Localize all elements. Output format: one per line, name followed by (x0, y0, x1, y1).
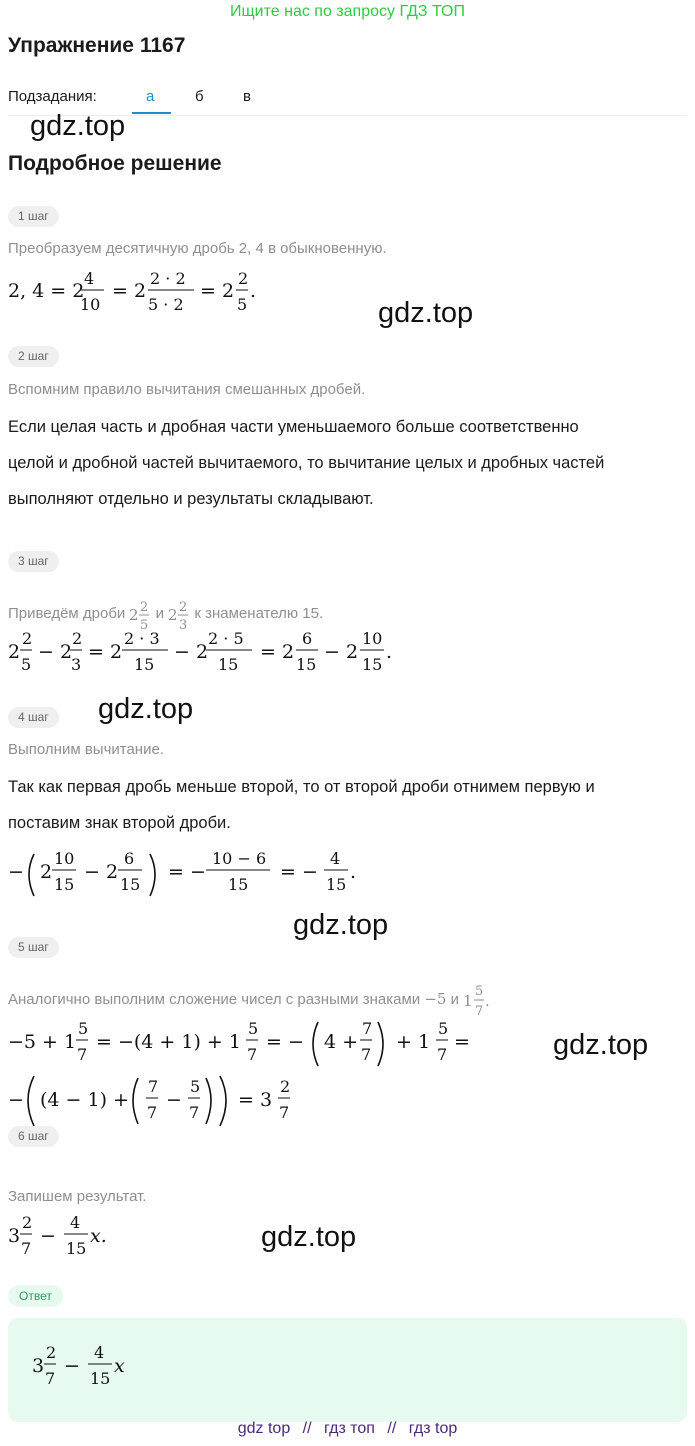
svg-text:= −: = − (266, 1031, 304, 1053)
svg-text:5: 5 (475, 984, 484, 999)
svg-text:− 2: − 2 (38, 641, 73, 663)
answer-badge: Ответ (8, 1285, 63, 1307)
svg-text:−: − (8, 861, 24, 883)
answer-box (8, 1318, 687, 1422)
step-badge: 1 шаг (8, 206, 59, 227)
watermark: gdz.top (378, 297, 474, 329)
formula-step-6 (8, 1210, 148, 1270)
svg-text:4: 4 (70, 1213, 81, 1232)
step-note: Приведём дроби 2 2 5 и 2 2 3 к знаменателю 15. (8, 594, 323, 634)
svg-text:2: 2 (22, 1213, 33, 1232)
svg-text:−: − (40, 1225, 56, 1247)
svg-text:6: 6 (302, 629, 313, 648)
svg-text:2: 2 (280, 1077, 291, 1096)
svg-text:3: 3 (8, 1225, 21, 1247)
svg-text:= −: = − (280, 861, 318, 883)
footer-link[interactable]: гдз топ (324, 1420, 375, 1437)
svg-text:(4 − 1) +: (4 − 1) + (40, 1089, 129, 1111)
formula-step-5 (8, 1016, 488, 1126)
svg-text:− 2: − 2 (174, 641, 209, 663)
svg-text:7: 7 (147, 1103, 158, 1122)
svg-text:7: 7 (362, 1019, 373, 1038)
svg-text:= 2: = 2 (112, 280, 147, 302)
svg-text:−5 + 1: −5 + 1 (8, 1031, 77, 1053)
svg-text:2: 2 (238, 269, 249, 288)
svg-text:3: 3 (179, 618, 188, 633)
svg-text:10 − 6: 10 − 6 (212, 849, 267, 868)
svg-text:15: 15 (218, 655, 239, 674)
svg-text:5 · 2: 5 · 2 (148, 295, 184, 314)
svg-text:2 · 2: 2 · 2 (150, 269, 186, 288)
step-note: Вспомним правило вычитания смешанных дробей. (8, 381, 366, 398)
svg-text:.: . (386, 641, 393, 663)
svg-text:4: 4 (94, 1343, 105, 1362)
svg-text:2 · 5: 2 · 5 (208, 629, 244, 648)
svg-text:2: 2 (140, 600, 149, 615)
page-title: Упражнение 1167 (8, 34, 186, 57)
svg-text:5: 5 (438, 1019, 449, 1038)
step-note: Запишем результат. (8, 1188, 147, 1205)
svg-text:2: 2 (168, 606, 178, 624)
svg-text:15: 15 (296, 655, 317, 674)
svg-text:+ 1: + 1 (396, 1031, 431, 1053)
svg-text:10: 10 (54, 849, 75, 868)
svg-text:2, 4 = 2: 2, 4 = 2 (8, 280, 85, 302)
svg-text:5: 5 (21, 655, 32, 674)
svg-text:−: − (64, 1355, 80, 1377)
svg-text:7: 7 (475, 1004, 484, 1019)
svg-text:5: 5 (190, 1077, 201, 1096)
svg-text:3: 3 (32, 1355, 45, 1377)
svg-text:1: 1 (463, 992, 473, 1010)
svg-text:x: x (114, 1355, 125, 1377)
svg-text:15: 15 (66, 1239, 87, 1258)
formula-step-4 (8, 840, 368, 906)
formula-step-3 (8, 622, 408, 682)
svg-text:4: 4 (84, 269, 95, 288)
svg-text:= −: = − (168, 861, 206, 883)
svg-text:=: = (454, 1031, 470, 1053)
watermark: gdz.top (98, 693, 194, 725)
svg-text:2: 2 (22, 629, 33, 648)
svg-text:2: 2 (129, 606, 140, 624)
svg-text:2: 2 (72, 629, 83, 648)
answer-formula (32, 1340, 172, 1400)
svg-text:10: 10 (80, 295, 101, 314)
step-badge: 6 шаг (8, 1126, 59, 1147)
svg-text:7: 7 (148, 1077, 159, 1096)
svg-text:= 2: = 2 (200, 280, 235, 302)
svg-text:− 2: − 2 (84, 861, 119, 883)
svg-text:7: 7 (279, 1103, 290, 1122)
svg-text:7: 7 (437, 1045, 448, 1064)
svg-text:7: 7 (21, 1239, 32, 1258)
svg-text:15: 15 (228, 875, 249, 894)
rule-text: Если целая часть и дробная части уменьшаемого больше соответственно целой и дробной частей вычитаемого, то вычитание целых и дробных частей выполняют отдельно и результаты складывают. (8, 418, 605, 508)
svg-text:7: 7 (77, 1045, 88, 1064)
svg-text:15: 15 (90, 1369, 111, 1388)
svg-text:7: 7 (45, 1369, 56, 1388)
svg-text:= 3: = 3 (238, 1089, 273, 1111)
svg-text:.: . (250, 280, 257, 302)
formula-step-1 (8, 262, 268, 322)
svg-text:3: 3 (71, 655, 82, 674)
step-badge: 4 шаг (8, 707, 59, 728)
section-title: Подробное решение (8, 152, 222, 175)
svg-text:2: 2 (179, 600, 188, 615)
svg-text:2: 2 (8, 641, 21, 663)
step-note: Аналогично выполним сложение чисел с разными знаками −5 и 1 5 7 . (8, 978, 493, 1022)
svg-text:= −(4 + 1) + 1: = −(4 + 1) + 1 (96, 1031, 241, 1053)
svg-text:2: 2 (46, 1343, 57, 1362)
svg-text:7: 7 (247, 1045, 258, 1064)
svg-text:7: 7 (361, 1045, 372, 1064)
footer-separator: // (387, 1420, 397, 1437)
svg-text:.: . (485, 992, 490, 1010)
step-badge: 5 шаг (8, 937, 59, 958)
svg-text:5: 5 (78, 1019, 89, 1038)
step-badge: 2 шаг (8, 346, 59, 367)
rule-text: Так как первая дробь меньше второй, то от второй дроби отнимем первую и поставим знак второй дроби. (8, 778, 595, 832)
watermark: gdz.top (293, 909, 389, 941)
svg-text:5: 5 (248, 1019, 259, 1038)
svg-text:−: − (166, 1089, 182, 1111)
footer-links (0, 1420, 695, 1438)
svg-text:4 +: 4 + (324, 1031, 359, 1053)
svg-text:4: 4 (330, 849, 341, 868)
svg-text:5: 5 (237, 295, 248, 314)
subtasks-label: Подзадания: (8, 88, 97, 105)
svg-text:2 · 3: 2 · 3 (124, 629, 160, 648)
promo-banner: Ищите нас по запросу ГДЗ ТОП (230, 3, 465, 20)
svg-text:15: 15 (54, 875, 75, 894)
svg-text:= 2: = 2 (88, 641, 123, 663)
svg-text:15: 15 (120, 875, 141, 894)
step-note: Преобразуем десятичную дробь 2, 4 в обыкновенную. (8, 240, 387, 257)
watermark: gdz.top (553, 1029, 649, 1061)
step-badge: 3 шаг (8, 551, 59, 572)
footer-link[interactable]: гдз top (408, 1420, 458, 1437)
footer-link[interactable]: gdz top (237, 1420, 291, 1437)
tab-a[interactable]: а (146, 88, 155, 105)
svg-text:15: 15 (134, 655, 155, 674)
footer-separator: // (302, 1420, 312, 1437)
svg-text:15: 15 (326, 875, 347, 894)
active-tab-indicator (132, 112, 171, 114)
watermark: gdz.top (30, 110, 126, 142)
svg-text:−: − (8, 1089, 24, 1111)
svg-text:15: 15 (362, 655, 383, 674)
tab-v[interactable]: в (243, 88, 251, 105)
svg-text:= 2: = 2 (260, 641, 295, 663)
svg-text:10: 10 (362, 629, 383, 648)
svg-text:5: 5 (140, 618, 149, 633)
svg-text:.: . (350, 861, 357, 883)
svg-text:6: 6 (124, 849, 135, 868)
svg-text:7: 7 (189, 1103, 200, 1122)
svg-text:− 2: − 2 (324, 641, 359, 663)
step-note: Выполним вычитание. (8, 741, 164, 758)
tab-b[interactable]: б (195, 88, 204, 105)
svg-text:2: 2 (40, 861, 53, 883)
watermark: gdz.top (261, 1221, 357, 1253)
svg-text:x.: x. (90, 1225, 107, 1247)
